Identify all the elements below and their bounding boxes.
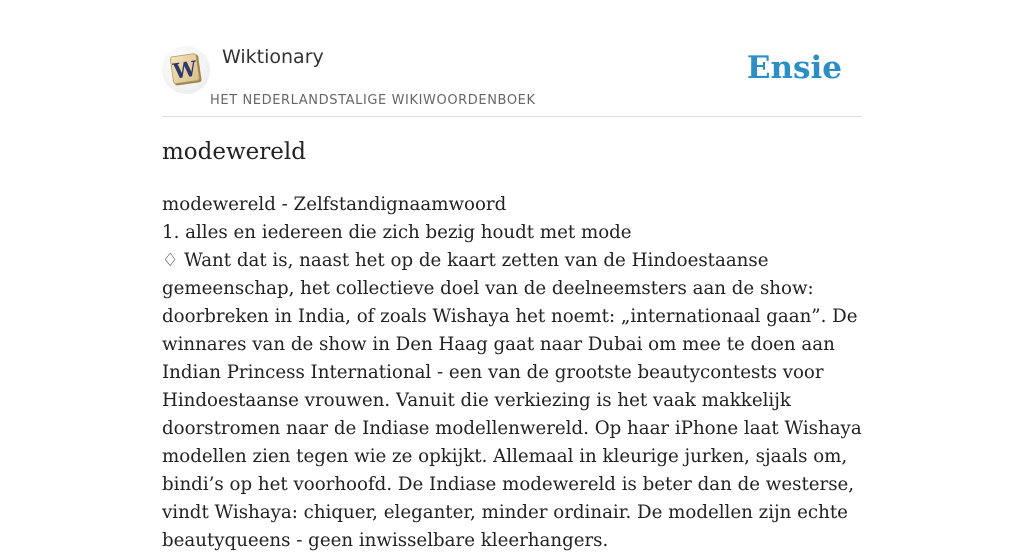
source-subtitle: HET NEDERLANDSTALIGE WIKIWOORDENBOEK <box>210 93 536 108</box>
definition-text: 1. alles en iedereen die zich bezig houdt met mode <box>162 222 632 243</box>
wiktionary-tile-icon <box>162 46 210 94</box>
wiktionary-logo[interactable] <box>162 46 210 94</box>
example-text: ♢ Want dat is, naast het op de kaart zetten van de Hindoestaanse gemeenschap, het collectieve doel van de deelneemsters aan de show: doorbreken in India, of zoals Wishaya het noemt: „internationaal gaan”. De winnares van de show in Den Haag gaat naar Dubai om mee te doen aan Indian Princess International - een van de grootste beautycontests voor Hindoestaanse vrouwen. Vanuit die verkiezing is het vaak makkelijk doorstromen naar de Indiase modellenwereld. Op haar iPhone laat Wishaya modellen zien tegen wie ze opkijkt. Allemaal in kleurige jurken, sjaals om, bindi’s op het voorhoofd. De Indiase modewereld is beter dan de westerse, vindt Wishaya: chiquer, eleganter, minder ordinair. De modellen zijn echte beautyqueens - geen inwisselbare kleerhangers. <box>162 250 862 551</box>
ensie-logo-link[interactable]: Ensie <box>746 50 842 86</box>
source-name[interactable]: Wiktionary <box>222 46 324 68</box>
definition-heading: modewereld - Zelfstandignaamwoord <box>162 194 507 215</box>
page-title: modewereld <box>162 139 306 165</box>
svg-text:W: W <box>171 55 199 84</box>
header <box>162 40 862 117</box>
entry-content <box>162 191 867 555</box>
